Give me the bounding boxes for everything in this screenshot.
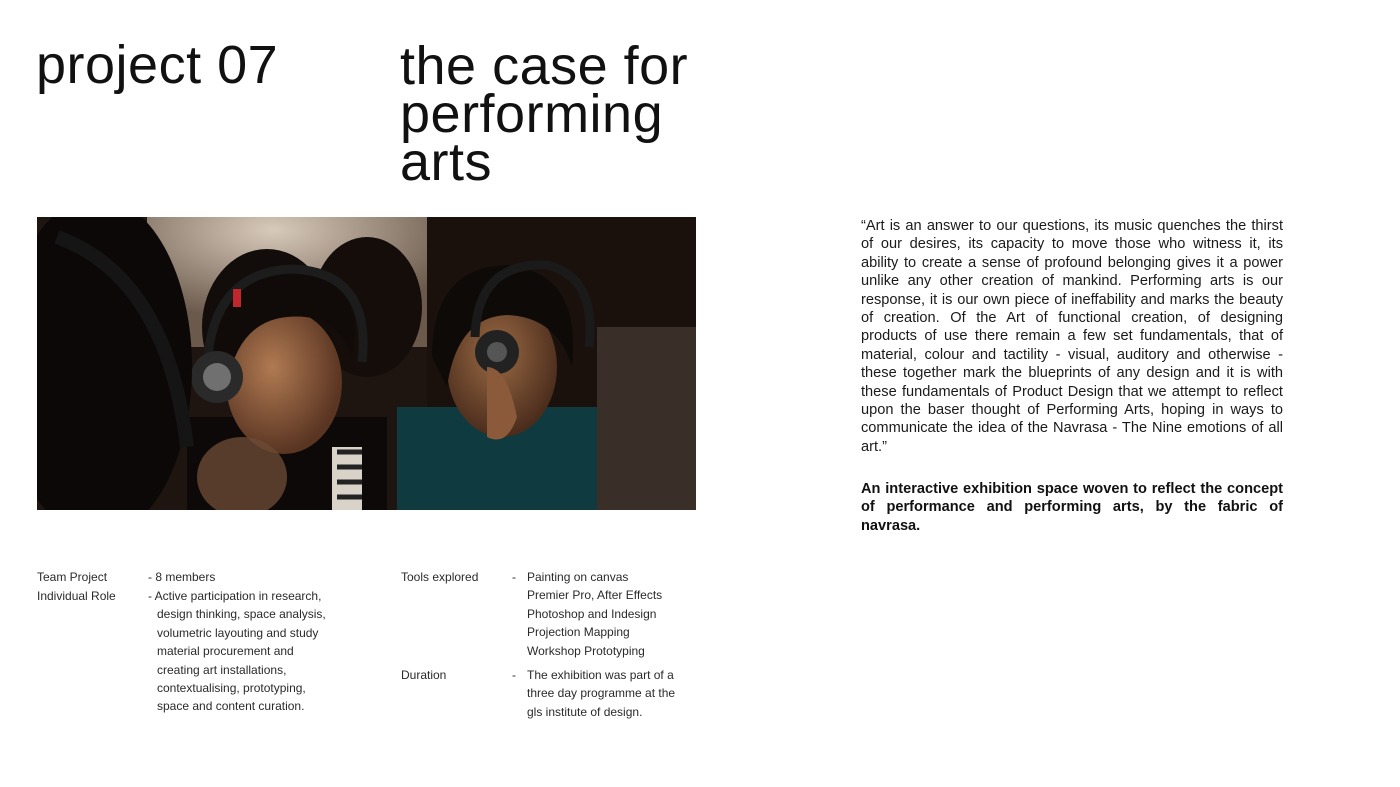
page-title-line: the case for — [400, 36, 689, 96]
page-title-line: performing — [400, 84, 664, 144]
list-item: Workshop Prototyping — [527, 643, 645, 658]
exhibition-photo-illustration — [37, 217, 696, 510]
list-item: Premier Pro, After Effects — [527, 588, 663, 603]
list-item: Projection Mapping — [527, 625, 630, 640]
list-item: Photoshop and Indesign — [527, 606, 657, 621]
duration-label: Duration — [401, 668, 447, 682]
list-item: Painting on canvas — [527, 570, 629, 584]
team-project-value: - 8 members — [148, 570, 216, 584]
team-project-label: Team Project — [37, 570, 108, 584]
page-title-line: arts — [400, 132, 493, 192]
individual-role-list — [148, 587, 333, 716]
duration-dash: - — [512, 668, 516, 682]
page-title — [400, 36, 740, 192]
project-number: project 07 — [36, 35, 279, 95]
tools-dash: - — [512, 570, 516, 584]
duration-value: The exhibition was part of a three day programme at the gls institute of design. — [527, 668, 676, 719]
tools-list — [527, 568, 697, 660]
project-tagline: An interactive exhibition space woven to reflect the concept of performance and performing arts, by the fabric of navrasa. — [861, 481, 1283, 534]
individual-role-value: - Active participation in research, design thinking, space analysis, volumetric layouting and study material procurement and creating art installations, contextualising, prototyping, space and content curation. — [148, 589, 326, 714]
individual-role-label: Individual Role — [37, 589, 116, 603]
tools-explored-label: Tools explored — [401, 570, 479, 584]
exhibition-photo — [37, 217, 696, 510]
intro-quote: “Art is an answer to our questions, its music quenches the thirst of our desires, its capacity to move those who witness it, its ability to create a sense of profound belonging gives it a power unlike any other creation of mankind. Performing arts is our response, it is our own piece of ineffability and marks the beauty of creation. Of the Art of functional creation, of designing products of use there remain a few set fundamentals, that of material, colour and tactility - visual, auditory and otherwise - these together mark the blueprints of any design and it is with these fundamentals of Product Design that we attempt to reflect upon the baser thought of Performing Arts, hoping in ways to communicate the idea of the Navrasa - The Nine emotions of all art.” — [861, 218, 1283, 455]
